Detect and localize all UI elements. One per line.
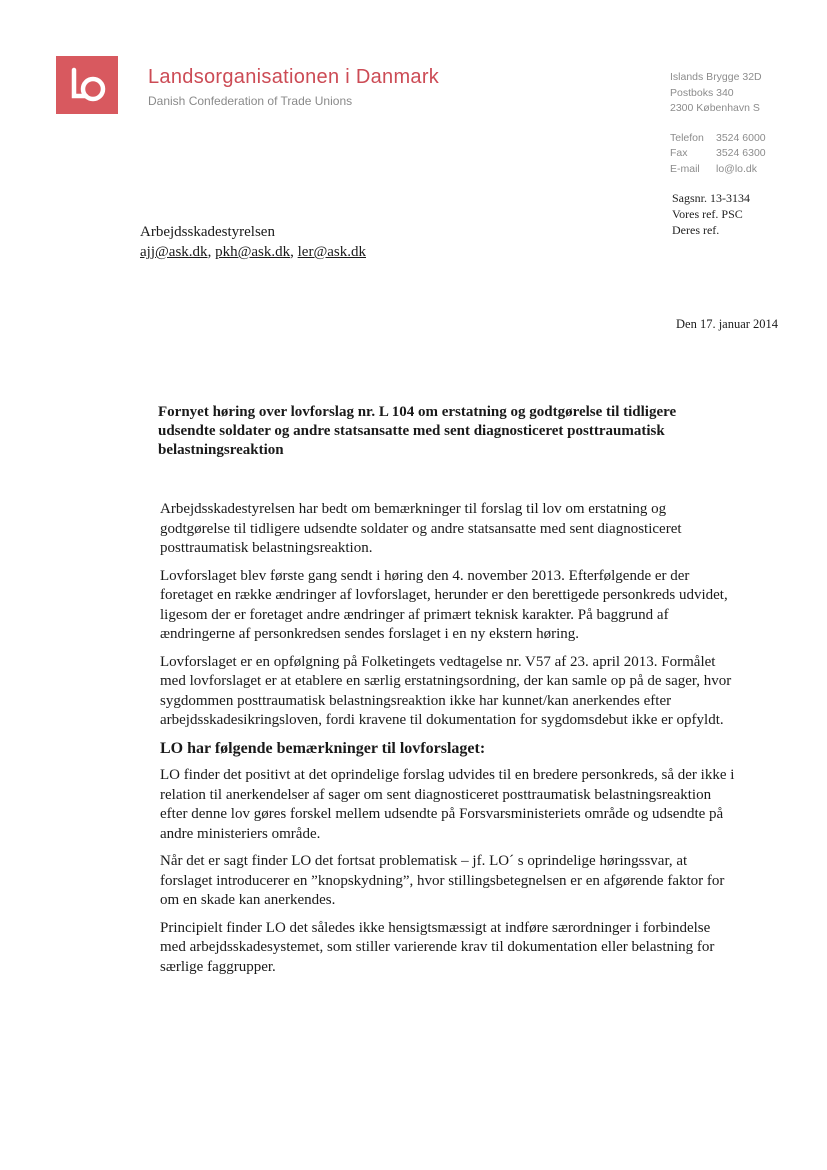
contact-label: Telefon [670,131,704,144]
recipient-email-link[interactable]: ajj@ask.dk [140,244,208,260]
letter-subject: Fornyet høring over lovforslag nr. L 104 om erstatning og godtgørelse til tidligere udsendte soldater og andre statsansatte med sent diagnosticeret posttraumatisk belastningsreaktion [158,404,677,458]
contact-fax [670,146,766,162]
contact-value: 3524 6300 [716,147,766,159]
contact-value: lo@lo.dk [716,162,758,175]
recipient-email-link[interactable]: pkh@ask.dk [215,244,291,260]
lo-logo-mark [56,56,118,114]
our-reference: Vores ref. PSC [672,207,743,221]
contact-phone [670,131,766,147]
case-number: Sagsnr. 13-3134 [672,191,750,205]
contact-value: 3524 6000 [716,131,766,144]
contact-block [670,70,766,177]
lo-logo [56,56,118,114]
contact-email [670,162,766,178]
letter-date: Den 17. januar 2014 [676,317,779,331]
address-line: 2300 København S [670,102,760,114]
org-name: Landsorganisationen i Danmark [148,66,440,88]
reference-block [672,190,750,238]
body-paragraph: Arbejdsskadestyrelsen har bedt om bemærkninger til forslag til lov om erstatning og godtgørelse til tidligere udsendte soldater og andre statsansatte med sent diagnosticeret posttraumatisk belastningsreaktion. [160,501,682,556]
recipient-email-link[interactable]: ler@ask.dk [297,244,367,260]
body-paragraph: Når det er sagt finder LO det fortsat problematisk – jf. LO´ s oprindelige høringssvar, at forslaget introducerer en ”knopskydning”, hvor stillingsbetegnelsen er en afgørende faktor for om en skade kan anerkendes. [160,853,725,908]
contact-label: Fax [670,147,688,159]
body-paragraph: Lovforslaget blev første gang sendt i høring den 4. november 2013. Efterfølgende er der foretaget en række ændringer af lovforslaget, herunder er den berettigede personkreds udvidet, ligesom der er foretaget andre ændringer af primært teknisk karakter. På baggrund af ændringerne af personkredsen sendes forslaget i en ny ekstern høring. [160,567,728,642]
recipient [140,222,366,262]
email-separator: , [290,244,298,260]
recipient-emails [140,242,366,262]
contact-label: E-mail [670,162,700,175]
body-paragraph: LO finder det positivt at det oprindelige forslag udvides til en bredere personkreds, så der ikke i relation til anerkendelser af sager om sent diagnosticeret posttraumatisk belastningsreaktion efter denne lov gøres forskel mellem udsendte på Forsvarsministeriets område og udsendte på andre ministeriers område. [160,767,735,842]
body-paragraph: Lovforslaget er en opfølgning på Folketingets vedtagelse nr. V57 af 23. april 2013. Formålet med lovforslaget er at etablere en særlig erstatningsordning, der kan samle op på de sager, hvor sygdommen posttraumatisk belastningsreaktion ikke har kunnet/kan anerkendes efter arbejdsskadesikringsloven, fordi kravene til dokumentation for sygdomsdebut ikke er opfyldt. [160,653,732,728]
email-separator: , [207,244,216,260]
recipient-name: Arbejdsskadestyrelsen [140,224,275,240]
address-line: Postboks 340 [670,86,734,99]
remarks-heading: LO har følgende bemærkninger til lovforslaget: [160,739,486,757]
body-paragraph: Principielt finder LO det således ikke hensigtsmæssigt at indføre særordninger i forbindelse med arbejdsskadesystemet, som stiller varierende krav til dokumentation eller belastning for særlige faggrupper. [160,919,715,975]
address-line: Islands Brygge 32D [670,71,762,83]
org-subtitle: Danish Confederation of Trade Unions [148,94,353,108]
your-reference: Deres ref. [672,223,720,237]
letter-body [160,500,738,985]
